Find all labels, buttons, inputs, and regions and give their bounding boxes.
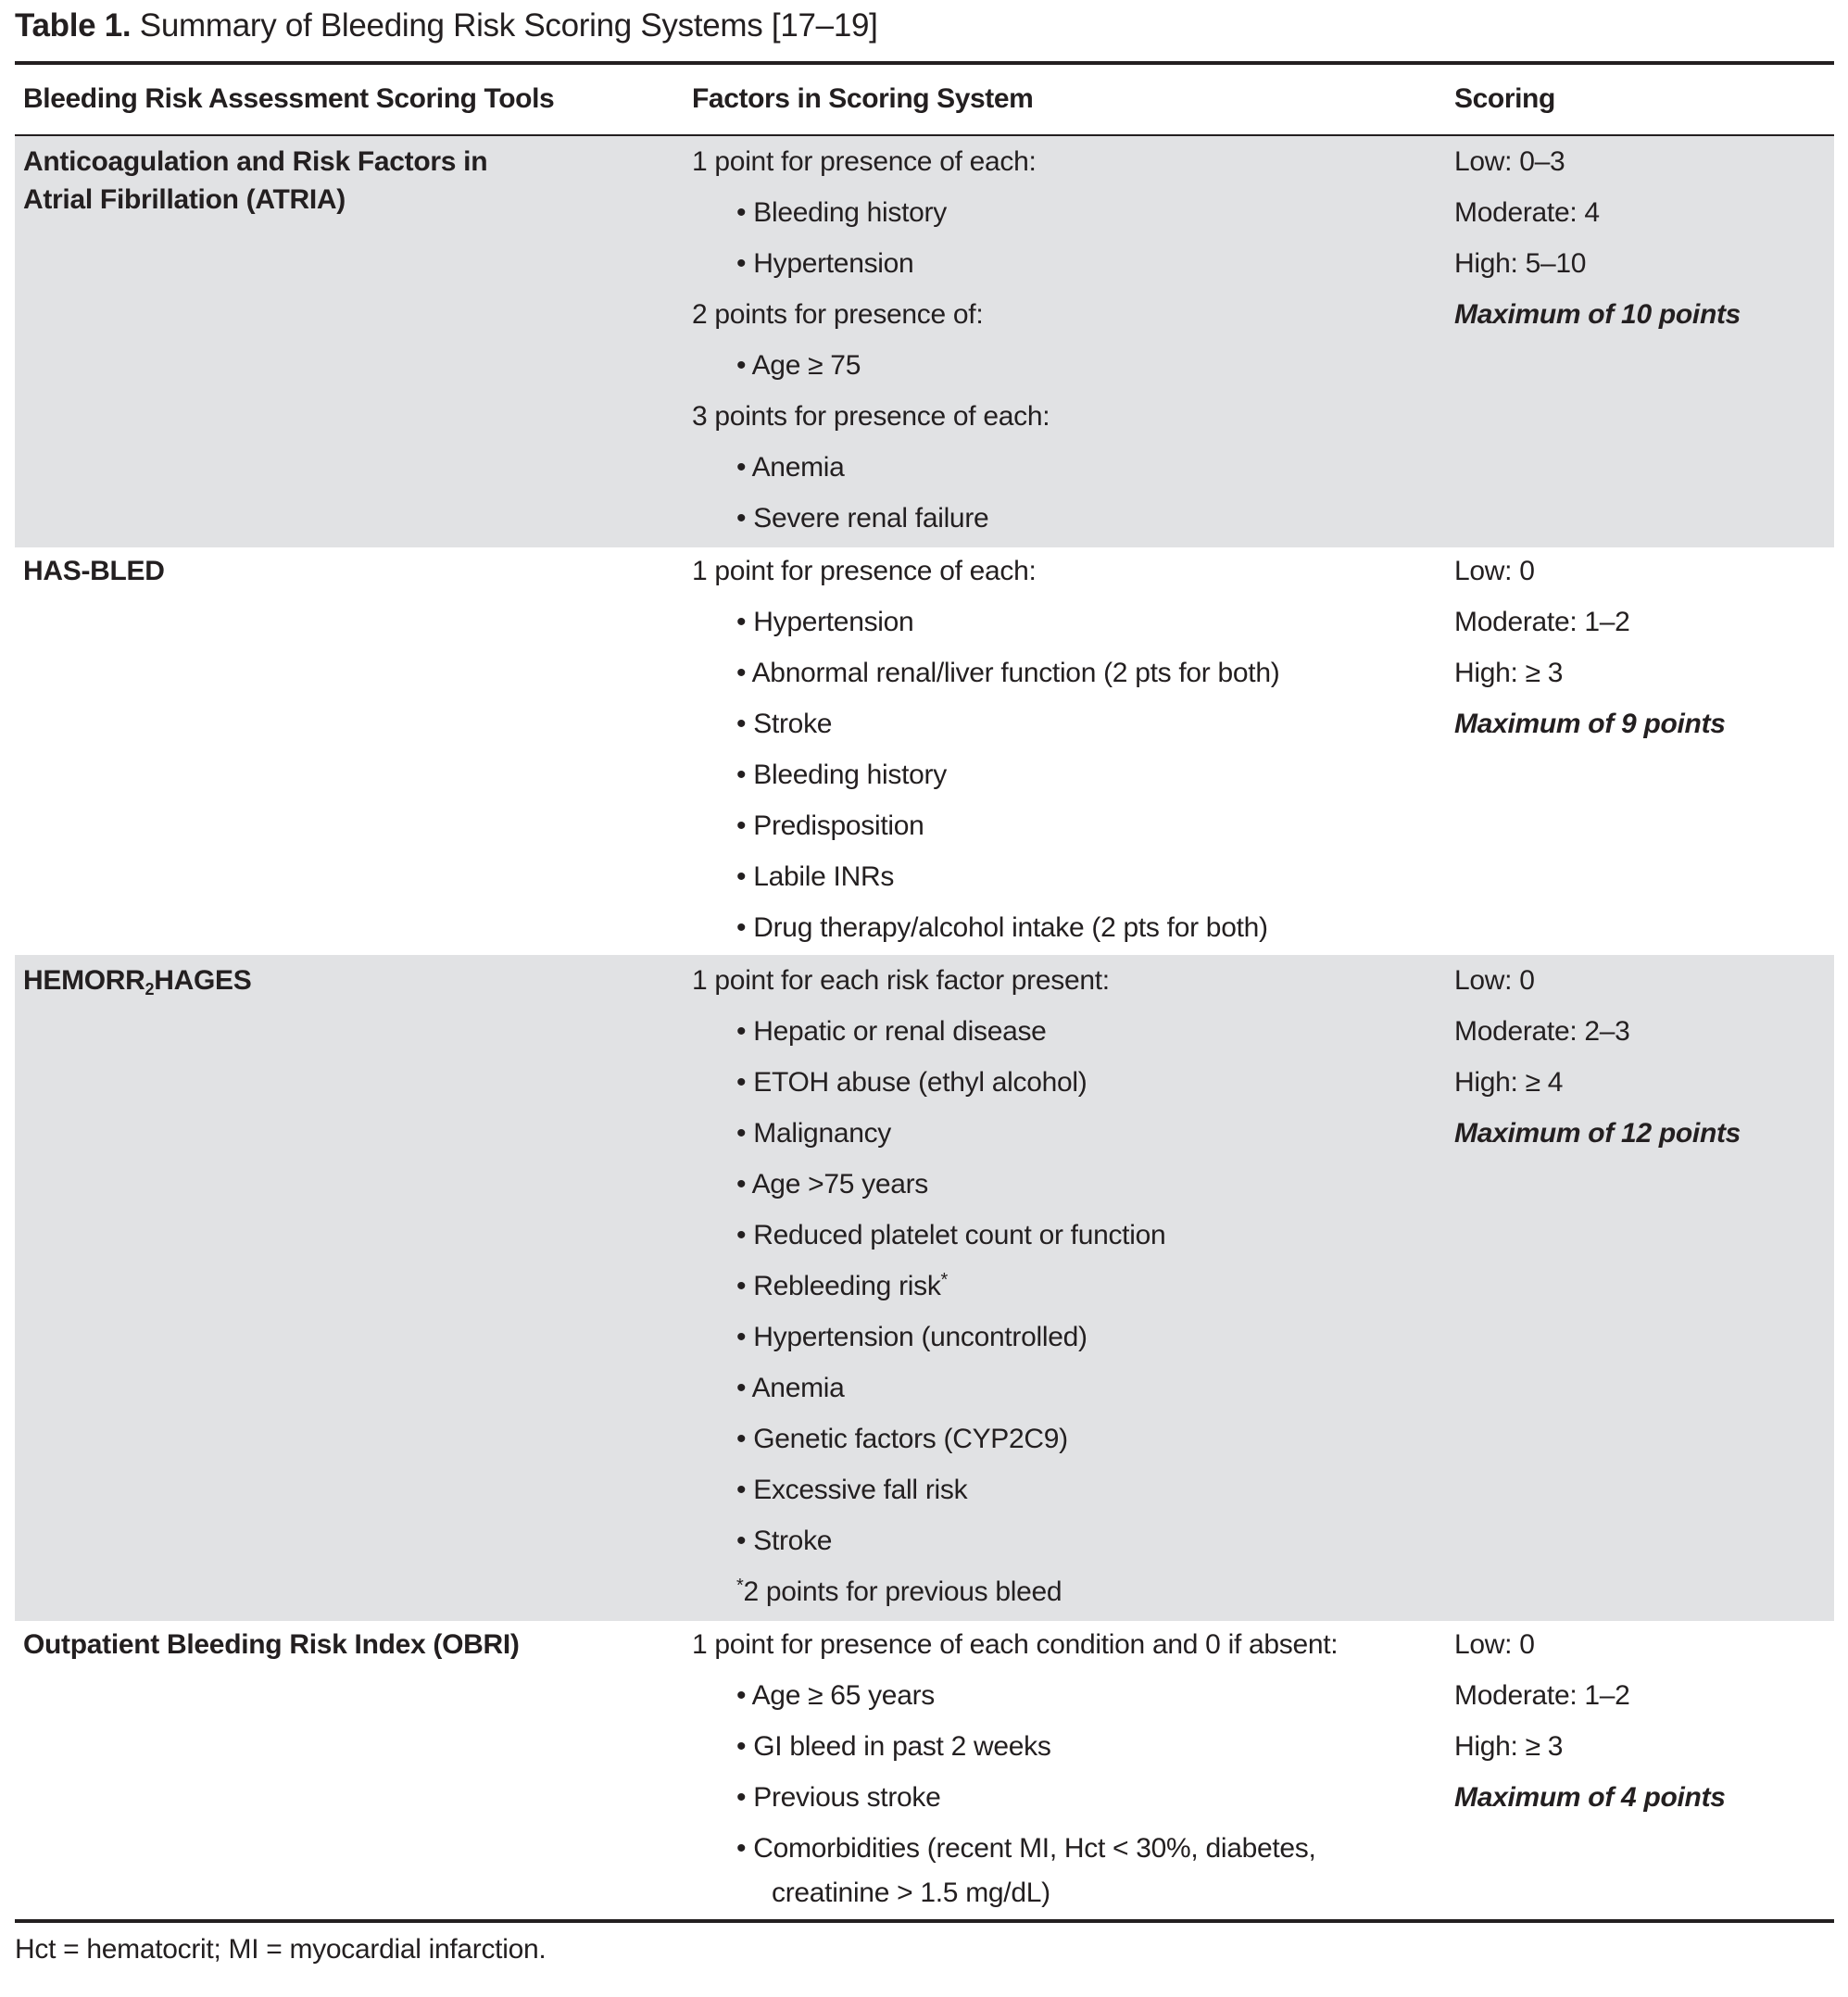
factor-text: GI bleed in past 2 weeks: [753, 1731, 1051, 1762]
factor-text: Labile INRs: [753, 861, 895, 892]
factor-heading: 3 points for presence of each:: [692, 401, 1050, 432]
tool-name: Anticoagulation and Risk Factors in: [23, 146, 488, 177]
factor-item: [692, 1057, 1452, 1108]
table-label: Table 1.: [15, 7, 132, 44]
bullet-icon: •: [736, 1475, 754, 1505]
factor-text: Anemia: [751, 1373, 845, 1403]
bullet-icon: •: [736, 1782, 754, 1813]
score-level: High: 5–10: [1454, 248, 1587, 279]
bullet-icon: •: [736, 607, 754, 637]
factor-item: [692, 698, 1452, 749]
factor-text: Age ≥ 65 years: [751, 1680, 935, 1711]
factor-item-continuation: creatinine > 1.5 mg/dL): [772, 1878, 1050, 1908]
factor-item: [692, 1363, 1452, 1413]
factor-heading: 1 point for presence of each condition and 0 if absent:: [692, 1629, 1339, 1660]
factor-text: Previous stroke: [753, 1782, 941, 1813]
column-header-tools: Bleeding Risk Assessment Scoring Tools: [23, 83, 555, 114]
factor-item: [692, 187, 1452, 238]
bullet-icon: •: [736, 452, 752, 483]
bullet-icon: •: [736, 1526, 754, 1556]
factor-text: Comorbidities (recent MI, Hct < 30%, diabetes,: [753, 1833, 1316, 1864]
scoring-cell: [1454, 546, 1825, 749]
score-level: High: ≥ 3: [1454, 1731, 1564, 1762]
maximum-points: Maximum of 9 points: [1454, 709, 1726, 739]
tool-name-cell: [23, 1619, 653, 1664]
factor-text: Age >75 years: [751, 1169, 928, 1199]
factor-text: Hypertension: [753, 248, 914, 279]
factor-item: [692, 1721, 1452, 1772]
factor-text: ETOH abuse (ethyl alcohol): [753, 1067, 1087, 1098]
factor-text: Excessive fall risk: [753, 1475, 968, 1505]
table-footnote: Hct = hematocrit; MI = myocardial infarction.: [15, 1934, 547, 1965]
score-level: Low: 0–3: [1454, 146, 1565, 177]
score-level: Low: 0: [1454, 556, 1535, 586]
maximum-points: Maximum of 4 points: [1454, 1782, 1726, 1813]
score-level: Moderate: 1–2: [1454, 607, 1630, 637]
score-level: Low: 0: [1454, 1629, 1535, 1660]
factors-cell: [692, 546, 1452, 953]
score-level: Moderate: 4: [1454, 197, 1600, 228]
scoring-cell: [1454, 136, 1825, 340]
bullet-icon: •: [736, 1016, 754, 1047]
factor-item: [692, 800, 1452, 851]
bullet-icon: •: [736, 1118, 754, 1149]
factor-item: [692, 442, 1452, 493]
factor-text: Bleeding history: [753, 197, 947, 228]
factor-item: [692, 493, 1452, 544]
score-level: Low: 0: [1454, 965, 1535, 996]
factor-text: Stroke: [753, 1526, 833, 1556]
footnote-marker: *: [940, 1270, 949, 1290]
factor-item: [692, 1670, 1452, 1721]
scoring-cell: [1454, 1619, 1825, 1823]
tool-name: Outpatient Bleeding Risk Index (OBRI): [23, 1629, 520, 1660]
tool-name: HAS-BLED: [23, 556, 165, 586]
bullet-icon: •: [736, 658, 752, 688]
factor-text: Genetic factors (CYP2C9): [753, 1424, 1068, 1454]
footnote-marker: *: [736, 1576, 744, 1596]
factor-item: [692, 902, 1452, 953]
factor-item: [692, 238, 1452, 289]
tool-name-subscript: 2: [145, 980, 155, 998]
factor-item: [692, 597, 1452, 647]
factor-item: [692, 851, 1452, 902]
factor-text: Predisposition: [753, 810, 924, 841]
tool-name-suffix: HAGES: [154, 965, 252, 996]
factor-text: Drug therapy/alcohol intake (2 pts for both): [753, 912, 1268, 943]
bullet-icon: •: [736, 1067, 754, 1098]
bullet-icon: •: [736, 1680, 752, 1711]
table-row: [15, 955, 1834, 1621]
tool-name-cell: [23, 955, 653, 999]
bullet-icon: •: [736, 1731, 754, 1762]
bullet-icon: •: [736, 861, 754, 892]
note-text: 2 points for previous bleed: [743, 1576, 1062, 1607]
bullet-icon: •: [736, 1833, 754, 1864]
score-level: Moderate: 2–3: [1454, 1016, 1630, 1047]
factor-item: [692, 340, 1452, 391]
table-row: [15, 546, 1834, 957]
bullet-icon: •: [736, 1322, 754, 1352]
factor-item: [692, 1159, 1452, 1210]
factor-heading: 1 point for presence of each:: [692, 556, 1037, 586]
tool-name-prefix: HEMORR: [23, 965, 145, 996]
bullet-icon: •: [736, 912, 754, 943]
table-row: [15, 136, 1834, 547]
bottom-rule: [15, 1919, 1834, 1923]
factor-heading: 1 point for presence of each:: [692, 146, 1037, 177]
bullet-icon: •: [736, 503, 754, 534]
factor-text: Rebleeding risk: [753, 1271, 941, 1301]
bullet-icon: •: [736, 760, 754, 790]
score-level: High: ≥ 3: [1454, 658, 1564, 688]
factor-text: Abnormal renal/liver function (2 pts for both): [751, 658, 1280, 688]
factor-heading: 1 point for each risk factor present:: [692, 965, 1110, 996]
factor-item: [692, 1464, 1452, 1515]
factor-item: [692, 1312, 1452, 1363]
factor-item: [692, 1413, 1452, 1464]
tool-name: Atrial Fibrillation (ATRIA): [23, 184, 346, 215]
factor-text: Bleeding history: [753, 760, 947, 790]
top-rule: [15, 61, 1834, 65]
bullet-icon: •: [736, 709, 754, 739]
factor-item: [692, 1006, 1452, 1057]
bullet-icon: •: [736, 248, 754, 279]
factors-cell: [692, 136, 1452, 544]
factor-item: [692, 1823, 1452, 1874]
factor-text: Hepatic or renal disease: [753, 1016, 1047, 1047]
factor-item: [692, 1772, 1452, 1823]
factor-text: Hypertension (uncontrolled): [753, 1322, 1087, 1352]
column-header-scoring: Scoring: [1454, 83, 1555, 114]
bullet-icon: •: [736, 1271, 754, 1301]
table-title: [15, 7, 878, 44]
maximum-points: Maximum of 10 points: [1454, 299, 1741, 330]
bullet-icon: •: [736, 810, 754, 841]
factor-text: Malignancy: [753, 1118, 891, 1149]
tool-name-cell: [23, 136, 653, 219]
factor-note: [692, 1566, 1452, 1617]
score-level: Moderate: 1–2: [1454, 1680, 1630, 1711]
bullet-icon: •: [736, 197, 754, 228]
factor-text: Age ≥ 75: [751, 350, 861, 381]
table-row: [15, 1619, 1834, 1915]
table-caption: Summary of Bleeding Risk Scoring Systems [17–19]: [139, 7, 878, 44]
factor-item: [692, 647, 1452, 698]
factor-item: [692, 1108, 1452, 1159]
factors-cell: [692, 1619, 1452, 1912]
bullet-icon: •: [736, 1169, 752, 1199]
factor-heading: 2 points for presence of:: [692, 299, 984, 330]
factor-item: [692, 1515, 1452, 1566]
factor-item: [692, 1210, 1452, 1261]
factor-text: Anemia: [751, 452, 845, 483]
factor-text: Hypertension: [753, 607, 914, 637]
factors-cell: [692, 955, 1452, 1617]
maximum-points: Maximum of 12 points: [1454, 1118, 1741, 1149]
bullet-icon: •: [736, 350, 752, 381]
factor-text: Stroke: [753, 709, 833, 739]
scoring-cell: [1454, 955, 1825, 1159]
bullet-icon: •: [736, 1373, 752, 1403]
factor-text: Severe renal failure: [753, 503, 989, 534]
bullet-icon: •: [736, 1220, 754, 1250]
factor-item: [692, 749, 1452, 800]
tool-name: [23, 961, 653, 999]
factor-text: Reduced platelet count or function: [753, 1220, 1166, 1250]
bullet-icon: •: [736, 1424, 754, 1454]
score-level: High: ≥ 4: [1454, 1067, 1564, 1098]
factor-item: [692, 1261, 1452, 1312]
column-header-factors: Factors in Scoring System: [692, 83, 1034, 114]
tool-name-cell: [23, 546, 653, 590]
